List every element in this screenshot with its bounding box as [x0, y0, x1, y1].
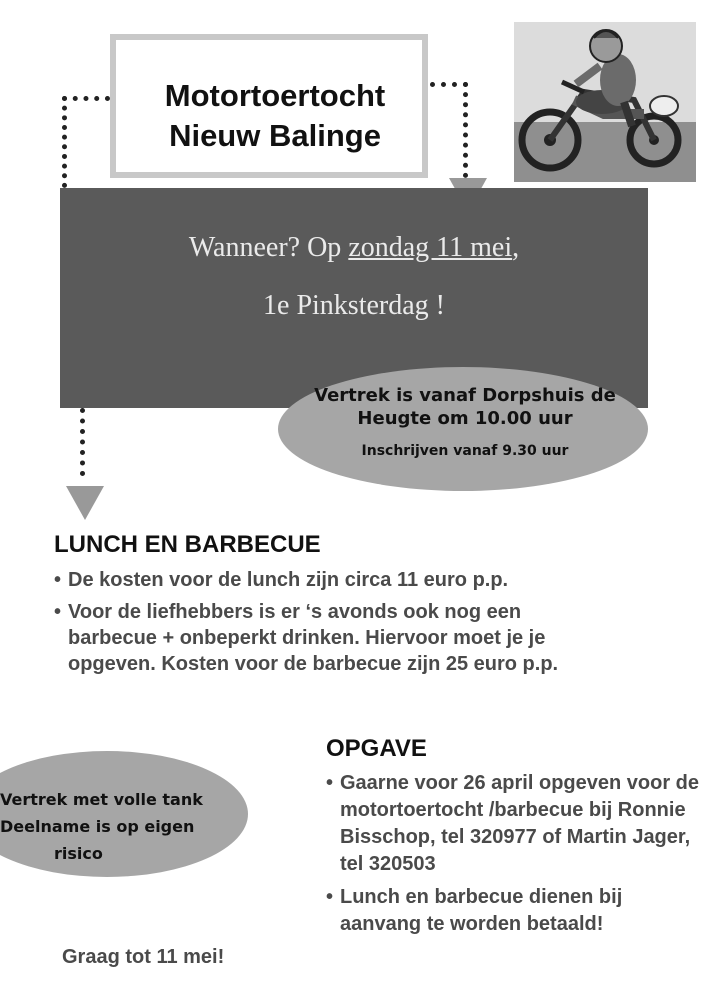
motorcycle-rider-icon — [514, 22, 696, 182]
closing-text: Graag tot 11 mei! — [62, 946, 225, 968]
list-item: • Lunch en barbecue dienen bij aanvang te worden betaald! — [326, 884, 704, 938]
date-prefix: Wanneer? Op — [188, 232, 349, 263]
departure-line-2: Heugte om 10.00 uur — [357, 408, 573, 429]
list-item: • Gaarne voor 26 april opgeven voor de motortoertocht /barbecue bij Ronnie Bisschop, tel 320977 of Martin Jager, tel 320503 — [326, 770, 704, 878]
departure-text — [300, 384, 630, 430]
event-date: zondag 11 mei — [348, 232, 513, 263]
page-title — [110, 76, 440, 156]
opgave-list — [326, 770, 704, 944]
departure-line-1: Vertrek is vanaf Dorpshuis de — [314, 385, 616, 406]
lunch-list — [54, 567, 614, 683]
dotted-connector-left-top — [62, 96, 110, 101]
date-comma: , — [512, 232, 520, 263]
arrow-down-icon — [66, 486, 104, 520]
holiday-line: 1e Pinksterdag ! — [263, 290, 445, 321]
notice-line-3: risico — [54, 844, 103, 863]
notice-text — [0, 786, 232, 867]
title-line-2: Nieuw Balinge — [169, 118, 381, 153]
notice-line-2: Deelname is op eigen — [0, 817, 195, 836]
registration-text: Inschrijven vanaf 9.30 uur — [361, 443, 569, 459]
dotted-connector-right-vertical — [463, 82, 468, 178]
dotted-connector-lower — [80, 408, 85, 476]
list-item: • Voor de liefhebbers is er ‘s avonds ook nog een barbecue + onbeperkt drinken. Hiervoor moet je je opgeven. Kosten voor de barbecue zijn 25 euro p.p. — [54, 599, 614, 677]
dotted-connector-left-vertical — [62, 96, 67, 188]
title-line-1: Motortoertocht — [164, 78, 386, 113]
lunch-heading: LUNCH EN BARBECUE — [54, 531, 321, 558]
list-item: • De kosten voor de lunch zijn circa 11 euro p.p. — [54, 567, 614, 593]
notice-line-1: Vertrek met volle tank — [0, 790, 203, 809]
opgave-heading: OPGAVE — [326, 735, 427, 762]
date-line — [60, 232, 648, 264]
